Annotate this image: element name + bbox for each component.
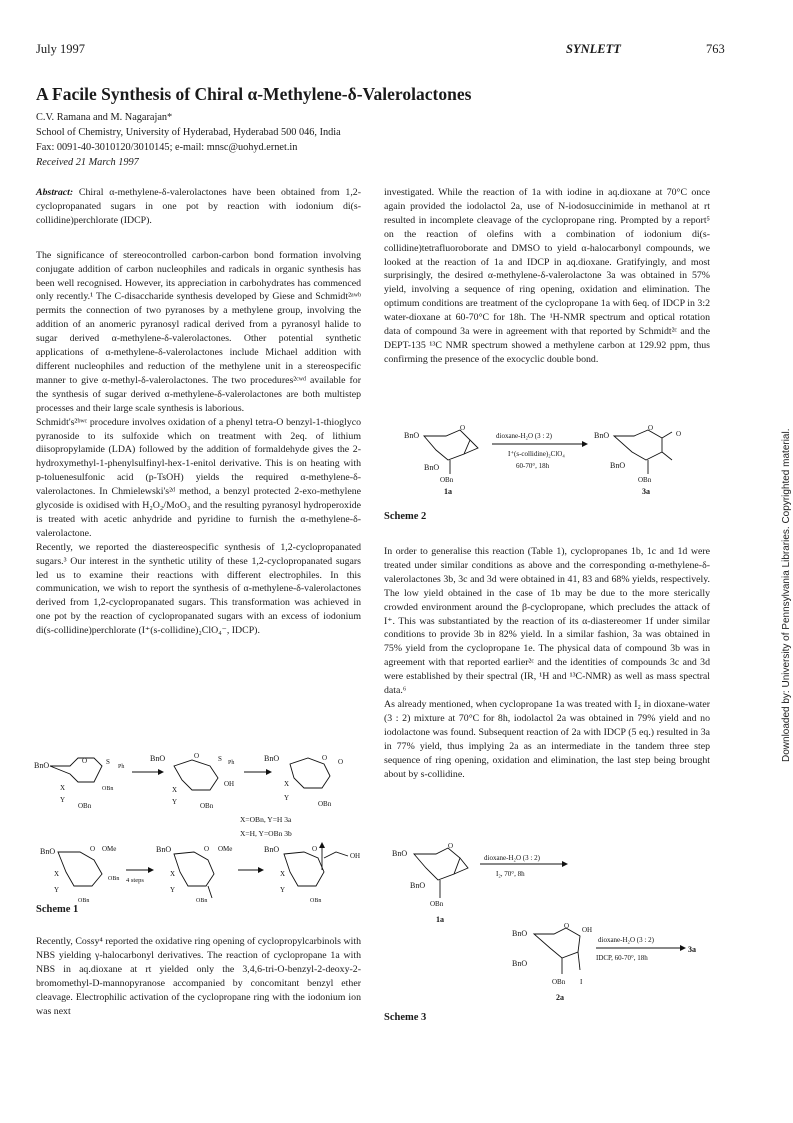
- o-label: O: [338, 758, 344, 766]
- scheme1-condition-1: X=OBn, Y=H 3a: [240, 815, 292, 824]
- bno-label: BnO: [424, 463, 440, 472]
- header-page-number: 763: [706, 42, 725, 56]
- scheme3-cyclopropane-1a: [392, 842, 468, 924]
- right-column-top: [384, 186, 710, 367]
- scheme2-cyclopropane-1a: [404, 424, 478, 496]
- scheme2-reagent-conditions: 60-70°, 18h: [516, 462, 550, 470]
- left-column-top: [36, 186, 361, 638]
- scheme-2-diagram: [384, 424, 710, 504]
- compound-label-3a: 3a: [642, 487, 650, 496]
- scheme3-reagent-1-conditions: I₂, 70°, 8h: [496, 870, 525, 878]
- scheme1-molecule-thioglycoside: [34, 757, 124, 810]
- obn-label: OBn: [108, 876, 120, 882]
- obn-label: OBn: [200, 802, 214, 810]
- compound-label-1a: 1a: [444, 487, 452, 496]
- ring-o-label: O: [82, 757, 88, 765]
- o-label: O: [460, 424, 466, 432]
- authors: C.V. Ramana and M. Nagarajan*: [36, 112, 173, 123]
- o-label: O: [194, 752, 200, 760]
- scheme-3-diagram: [384, 836, 710, 1016]
- obn-label: OBn: [638, 476, 652, 484]
- bno-label: BnO: [156, 845, 172, 854]
- scheme2-reagent-idcp: I⁺(s-collidine)₂ClO₄: [508, 450, 565, 458]
- scheme1-condition-2: X=H, Y=OBn 3b: [240, 829, 292, 838]
- ome-label: OMe: [218, 845, 233, 853]
- scheme3-reagent-2-conditions: IDCP, 60-70°, 18h: [596, 954, 648, 962]
- o-label: O: [312, 845, 318, 853]
- scheme-1-caption: Scheme 1: [36, 904, 79, 915]
- y-label: Y: [170, 886, 176, 894]
- scheme1-molecule-lactone: [264, 754, 343, 808]
- download-watermark: Downloaded by: University of Pennsylvania Libraries. Copyrighted material.: [781, 428, 792, 762]
- bno-label: BnO: [594, 431, 610, 440]
- bno-label: BnO: [392, 849, 408, 858]
- contact-line: Fax: 0091-40-3010120/3010145; e-mail: mnsc@uohyd.ernet.in: [36, 142, 298, 153]
- x-label: X: [60, 784, 66, 792]
- obn-label: OBn: [430, 900, 444, 908]
- scheme3-iodolactol-2a: [512, 922, 592, 1002]
- compound-label-1a: 1a: [436, 915, 444, 924]
- header-journal: SYNLETT: [566, 42, 621, 56]
- x-label: X: [172, 786, 178, 794]
- scheme3-reagent-2-solvent: dioxane-H₂O (3 : 2): [598, 936, 654, 944]
- s-label: S: [218, 755, 222, 763]
- obn-label: OBn: [310, 898, 322, 904]
- paragraph: The significance of stereocontrolled carbon-carbon bond formation involving conjugate addition of carbon nucleophiles and radicals in organic synthesis has been well recognised. However, its appreciation in carbohydrates has commenced only recently.¹ The C-disaccharide synthesis developed by Giese and Schmidt²ᵃʷᵇ permits the connection of two pyranoses by a methylene group, involving the addition of an anomeric pyranosyl radical derived from a pyranosyl halide to sugar derived α-methylene-δ-valerolactones. Other potential synthetic applications of α-methylene-δ-valerolactones include Michael addition with different nucleophiles and reduction of the methylene unit in a stereospecific manner to give α-methyl-δ-valerolactones. The two procedures²ᶜʷᵈ available for the synthesis of sugar derived α-methylene-δ-valerolactones are both multistep processes and their large scale synthesis is laborious.: [36, 249, 361, 414]
- abstract-label: Abstract:: [36, 187, 74, 198]
- s-label: S: [106, 758, 110, 766]
- received-date: Received 21 March 1997: [36, 157, 139, 168]
- compound-label-3a: 3a: [688, 945, 696, 954]
- bno-label: BnO: [264, 754, 280, 763]
- o-label: O: [676, 430, 682, 438]
- bno-label: BnO: [264, 845, 280, 854]
- scheme2-lactone-3a: [594, 424, 681, 496]
- x-label: X: [54, 870, 60, 878]
- bno-label: BnO: [512, 929, 528, 938]
- obn-label: OBn: [318, 800, 332, 808]
- y-label: Y: [280, 886, 286, 894]
- o-label: O: [648, 424, 654, 432]
- scheme1-molecule-exo-glycal: [156, 845, 232, 904]
- bno-label: BnO: [34, 761, 50, 770]
- y-label: Y: [172, 798, 178, 806]
- obn-label: OBn: [78, 802, 92, 810]
- x-label: X: [170, 870, 176, 878]
- o-label: O: [322, 754, 328, 762]
- obn-label: OBn: [196, 898, 208, 904]
- paragraph: Schmidt's²ᵇʷᶜ procedure involves oxidation of a phenyl tetra-O benzyl-1-thioglyco pyranoside to its sulfoxide which on treatment with 2eq. of lithium diisopropylamide (LDA) followed by the addition of formaldehyde gives the 2-hydroxymethyl-1-phenylsulfinyl-hex-1-enitol derivative. This is on heating with p-toluenesulfonic acid (p-TsOH) yields the required α-methylene-δ-valerolactones. In Chmielewski's²ᵈ method, a benzyl protected 2-exo-methylene glycoside is oxidised with H₂O₂/MoO₃ and the resulting pyranosyl hydroperoxide is treated with acetic anhydride and pyridine to furnish the α-methylene-δ-valerolactone.: [36, 416, 361, 539]
- article-title: A Facile Synthesis of Chiral α-Methylene-δ-Valerolactones: [36, 84, 472, 104]
- o-label: O: [564, 922, 570, 930]
- oh-label: OH: [350, 852, 361, 860]
- paragraph: Recently, Cossy⁴ reported the oxidative ring opening of cyclopropylcarbinols with NBS yielding γ-halocarbonyl derivatives. The reaction of cyclopropane 1a with NBS in aq.dioxane at rt yielded only the 3,4,6-tri-O-benzyl-2-deoxy-2-bromomethyl-D-mannopyranose accompanied by concomitant benzyl ether cleavage. Electrophilic activation of the cyclopropane ring with the iodonium ion was next: [36, 936, 361, 1017]
- x-label: X: [284, 780, 290, 788]
- paragraph: As already mentioned, when cyclopropane 1a was treated with I₂ in dioxane-water (3 : 2) mixture at 70°C for 8h, iodolactol 2a was obtained in 79% yield and no iodolactone was found. Subsequent reaction of 2a with IDCP (5 eq.) resulted in 3a in 77% yield, thus implying 2a as an intermediate in the tandem three step sequence of ring opening, oxidation and elimination, the last step being brought about by s-collidine.: [384, 698, 710, 780]
- scheme-1-diagram: [32, 752, 368, 912]
- bno-label: BnO: [40, 847, 56, 856]
- ph-label: Ph: [118, 764, 125, 770]
- header-date: July 1997: [36, 42, 85, 56]
- scheme1-molecule-sulfinyl-enitol: [150, 752, 234, 810]
- bno-label: BnO: [150, 754, 166, 763]
- ome-label: OMe: [102, 845, 117, 853]
- bno-label: BnO: [410, 881, 426, 890]
- scheme1-steps-label: 4 steps: [126, 877, 144, 884]
- iodo-label: I: [580, 978, 583, 986]
- y-label: Y: [284, 794, 290, 802]
- o-label: O: [448, 842, 454, 850]
- right-column-middle: [384, 545, 710, 781]
- o-label: O: [90, 845, 96, 853]
- paragraph: Recently, we reported the diastereospecific synthesis of 1,2-cyclopropanated sugars.³ Our interest in the synthetic utility of these 1,2-cyclopropanated sugars led us to examine their reactions with different electrophiles. In this communication, we wish to report the synthesis of α-methylene-δ-valerolactones derived from 1,2-cyclopropanated sugars. This transformation was achieved in one pot by the reaction of cyclopropanated sugars with an excess of iodonium di(s-collidine)perchlorate (I⁺(s-collidine)₂ClO₄⁻, IDCP).: [36, 541, 361, 637]
- scheme2-reagent-solvent: dioxane-H₂O (3 : 2): [496, 432, 552, 440]
- y-label: Y: [54, 886, 60, 894]
- oh-label: OH: [582, 926, 593, 934]
- bno-label: BnO: [610, 461, 626, 470]
- affiliation: School of Chemistry, University of Hyderabad, Hyderabad 500 046, India: [36, 127, 341, 138]
- abstract-text: Chiral α-methylene-δ-valerolactones have been obtained from 1,2-cyclopropanated sugars in one pot by reaction with iodonium di(s-collidine)perchlorate (IDCP).: [36, 187, 361, 226]
- left-column-bottom: [36, 935, 361, 1018]
- obn-label: OBn: [102, 786, 114, 792]
- o-label: O: [204, 845, 210, 853]
- bno-label: BnO: [404, 431, 420, 440]
- oh-label: OH: [224, 780, 235, 788]
- scheme1-molecule-hydroperoxide: [264, 845, 360, 904]
- paragraph: investigated. While the reaction of 1a with iodine in aq.dioxane at 70°C once again provided the iodolactol 2a, use of N-iodosuccinimide in methanol at rt resulted in incomplete cleavage of the cyclopropane ring. Prompted by a report⁵ on the reaction of olefins with a combination of iodonium di(s-collidine)tetrafluoroborate and DMSO to yield α-halocarbonyl compounds, we looked at the reaction of 1a and IDCP in aq.dioxane. Gratifyingly, and most surprisingly, the desired α-methylene-δ-valerolactone 3a was obtained in 57% yield, involving a sequence of ring opening, oxidation and elimination. The optimum conditions are treatment of the cyclopropane 1a with 6eq. of IDCP in 3:2 water-dioxane at 60-70°C for 18h. The ¹H-NMR spectrum and optical rotation data of compound 3a were in agreement with that reported by Schmidt²ᶜ and the DEPT-135 ¹³C NMR spectrum showed a methylene carbon at 129.92 ppm, thus confirming the presence of the exocyclic double bond.: [384, 187, 710, 365]
- obn-label: OBn: [552, 978, 566, 986]
- paragraph: In order to generalise this reaction (Table 1), cyclopropanes 1b, 1c and 1d were treated under similar conditions as above and the corresponding α-methylene-δ-valerolactones 3b, 3c and 3d were obtained in 41, 83 and 68% yields, respectively. The low yield obtained in the case of 1b may be due to the more sterically crowded environment around the β-cyclopropane, which precludes the attack of I⁺. This was substantiated by the reaction of its α-diastereomer 1f under similar conditions to provide 3b in 82% yield. In a similar fashion, 3a was obtained in 75% yield from the cyclopropane 1e. The physical data of compound 3b was in agreement with that reported earlier²ᶜ and the identities of compounds 3c and 3d were established by their spectral (IR, ¹H and ¹³C-NMR) as well as mass spectral data.⁶: [384, 546, 710, 697]
- obn-label: OBn: [440, 476, 454, 484]
- ph-label: Ph: [228, 760, 235, 766]
- scheme-2-caption: Scheme 2: [384, 511, 427, 522]
- article-meta: [36, 110, 456, 170]
- abstract: [36, 186, 361, 228]
- scheme3-reagent-1-solvent: dioxane-H₂O (3 : 2): [484, 854, 540, 862]
- scheme-3-caption: Scheme 3: [384, 1012, 427, 1023]
- compound-label-2a: 2a: [556, 993, 564, 1002]
- bno-label: BnO: [512, 959, 528, 968]
- x-label: X: [280, 870, 286, 878]
- scheme1-molecule-glycoside: [40, 845, 119, 904]
- obn-label: OBn: [78, 898, 90, 904]
- y-label: Y: [60, 796, 66, 804]
